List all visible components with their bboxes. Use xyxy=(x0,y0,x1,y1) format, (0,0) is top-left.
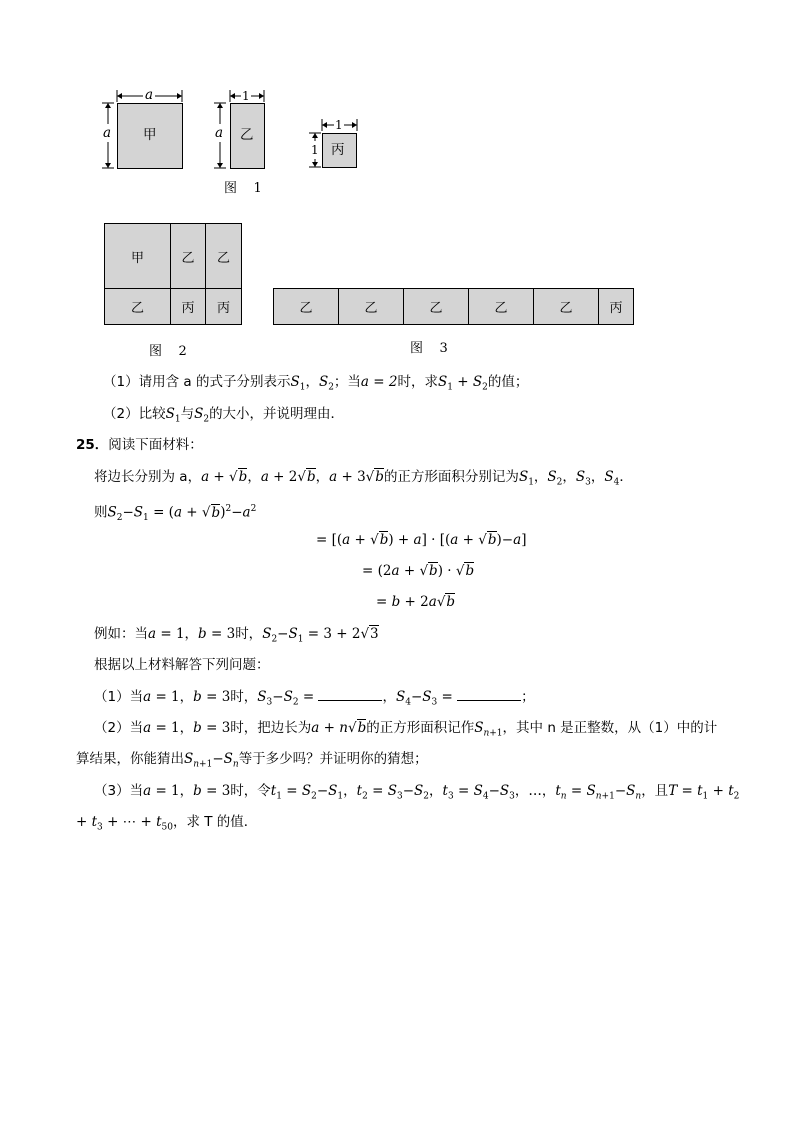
figure-1-caption: 图 1 xyxy=(224,181,262,196)
q25-derivation-line3: = (2a + √b) · √b xyxy=(362,563,475,579)
q25-derivation-line2: = [(a + √b) + a] · [(a + √b)−a] xyxy=(316,532,527,548)
q25-part2-line1: （2）当a = 1，b = 3时，把边长为a + n√b的正方形面积记作$S_{n+1}$，其中 n 是正整数，从（1）中的计 xyxy=(94,720,718,739)
bing-height-label: 1 xyxy=(311,143,319,157)
figure-3-caption: 图 3 xyxy=(410,341,448,356)
q25-part2-line2: 算结果，你能猜出$S_{n+1}-S_n$等于多少吗？并证明你的猜想； xyxy=(76,751,428,770)
fig2-cell-yi: 乙 xyxy=(170,223,206,289)
rect-yi-label: 乙 xyxy=(240,127,254,143)
q25-intro: 将边长分别为 a，a + √b，a + 2√b，a + 3√b的正方形面积分别记为$S_1$，$S_2$，$S_3$，$S_4$． xyxy=(94,469,633,488)
fig2-cell-yi: 乙 xyxy=(104,288,171,325)
q25-instruction: 根据以上材料解答下列问题： xyxy=(94,657,270,673)
yi-width-label: 1 xyxy=(242,89,250,103)
fig3-cell-yi: 乙 xyxy=(403,288,469,325)
q25-heading: 25．阅读下面材料： xyxy=(76,437,203,453)
square-bing-label: 丙 xyxy=(331,142,345,158)
fig2-cell-bing: 丙 xyxy=(170,288,206,325)
fig2-cell-yi: 乙 xyxy=(205,223,242,289)
fig2-cell-jia: 甲 xyxy=(104,223,171,289)
q24-part1: （1）请用含 a 的式子分别表示$S_1$，$S_2$；当a = 2时，求$S_1 + S_2$的值； xyxy=(103,374,529,393)
q25-derivation-line4: = b + 2a√b xyxy=(376,594,456,610)
answer-blank-2[interactable] xyxy=(457,688,521,701)
bing-width-label: 1 xyxy=(335,118,343,132)
figure-2-caption: 图 2 xyxy=(149,344,187,359)
fig3-cell-bing: 丙 xyxy=(598,288,634,325)
yi-height-label: a xyxy=(215,125,224,141)
q25-example: 例如：当a = 1，b = 3时，$S_2-S_1 = 3 + 2√3$ xyxy=(94,626,379,645)
fig2-cell-bing: 丙 xyxy=(205,288,242,325)
q25-derivation-line1: 则$S_2-S_1 = (a + √b)^2-a^2$ xyxy=(94,504,257,524)
fig3-cell-yi: 乙 xyxy=(338,288,404,325)
jia-height-label: a xyxy=(103,125,112,141)
q25-part3-line2: + $t_3$ + ⋯ + $t_{50}$，求 T 的值． xyxy=(76,814,258,833)
fig3-cell-yi: 乙 xyxy=(273,288,339,325)
square-jia-label: 甲 xyxy=(143,127,157,143)
answer-blank-1[interactable] xyxy=(318,688,382,701)
q24-part2: （2）比较$S_1$与$S_2$的大小，并说明理由． xyxy=(103,406,345,425)
fig3-cell-yi: 乙 xyxy=(468,288,534,325)
fig3-cell-yi: 乙 xyxy=(533,288,599,325)
q25-part3-line1: （3）当a = 1，b = 3时，令$t_1 = S_2-S_1$，$t_2 = S_3-S_2$，$t_3 = S_4-S_3$，…，$t_n = S_{n+1}-S_n$，且$T = t_1 + t_2$ xyxy=(94,783,740,802)
jia-width-label: a xyxy=(145,87,154,103)
q25-part1: （1）当a = 1，b = 3时，$S_3-S_2$ = ，$S_4-S_3$ = ； xyxy=(94,689,535,708)
